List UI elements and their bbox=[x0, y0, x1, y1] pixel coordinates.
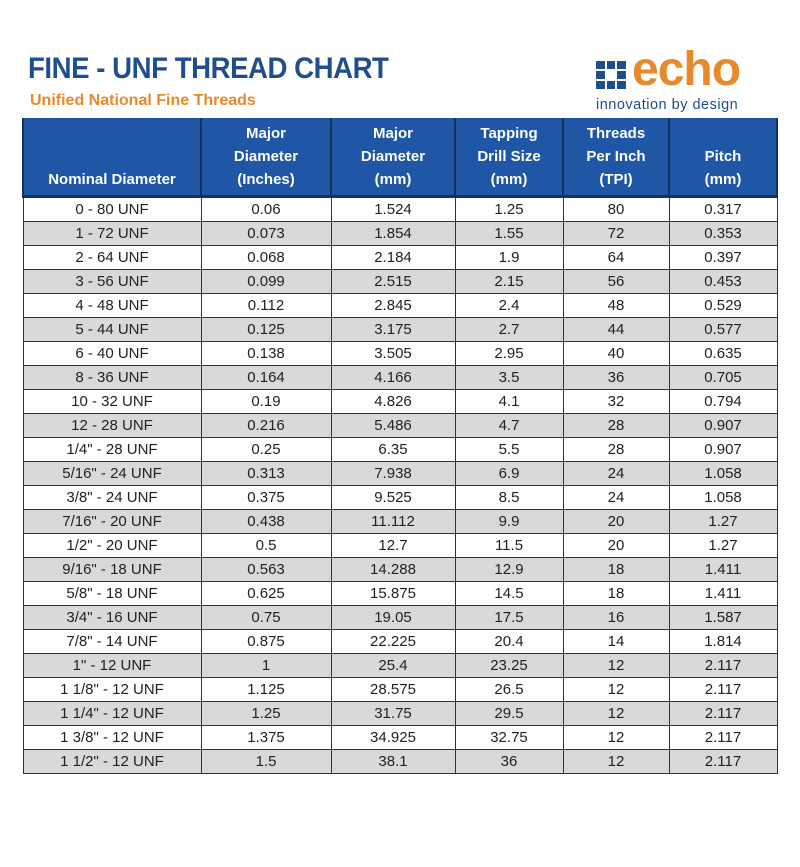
table-cell: 2.117 bbox=[669, 678, 777, 702]
table-cell: 1.25 bbox=[201, 702, 331, 726]
table-cell: 56 bbox=[563, 270, 669, 294]
table-cell: 40 bbox=[563, 342, 669, 366]
column-header-line: Per Inch bbox=[586, 148, 646, 165]
table-cell: 2.7 bbox=[455, 318, 563, 342]
column-header-line: (mm) bbox=[704, 171, 742, 188]
table-cell: 0.438 bbox=[201, 510, 331, 534]
table-row bbox=[23, 390, 777, 414]
table-cell: 0.397 bbox=[669, 246, 777, 270]
table-cell: 25.4 bbox=[331, 654, 455, 678]
table-cell: 15.875 bbox=[331, 582, 455, 606]
table-cell: 0.353 bbox=[669, 222, 777, 246]
table-cell: 12 bbox=[563, 726, 669, 750]
table-cell: 9.9 bbox=[455, 510, 563, 534]
table-row bbox=[23, 702, 777, 726]
table-cell: 11.5 bbox=[455, 534, 563, 558]
table-cell: 28.575 bbox=[331, 678, 455, 702]
column-header-line: (mm) bbox=[374, 171, 412, 188]
table-cell: 0.875 bbox=[201, 630, 331, 654]
table-cell: 1 1/4" - 12 UNF bbox=[23, 702, 201, 726]
table-cell: 34.925 bbox=[331, 726, 455, 750]
table-cell: 26.5 bbox=[455, 678, 563, 702]
table-cell: 0.216 bbox=[201, 414, 331, 438]
table-cell: 12 bbox=[563, 750, 669, 774]
table-cell: 2.4 bbox=[455, 294, 563, 318]
table-cell: 4 - 48 UNF bbox=[23, 294, 201, 318]
table-cell: 1 3/8" - 12 UNF bbox=[23, 726, 201, 750]
table-cell: 9/16" - 18 UNF bbox=[23, 558, 201, 582]
table-cell: 1 bbox=[201, 654, 331, 678]
table-row bbox=[23, 510, 777, 534]
table-cell: 0.19 bbox=[201, 390, 331, 414]
table-cell: 0.073 bbox=[201, 222, 331, 246]
table-cell: 12.7 bbox=[331, 534, 455, 558]
table-cell: 32.75 bbox=[455, 726, 563, 750]
table-cell: 6.9 bbox=[455, 462, 563, 486]
table-cell: 0.529 bbox=[669, 294, 777, 318]
table-cell: 31.75 bbox=[331, 702, 455, 726]
table-row bbox=[23, 462, 777, 486]
table-cell: 14 bbox=[563, 630, 669, 654]
table-row bbox=[23, 438, 777, 462]
logo-tagline: innovation by design bbox=[596, 97, 739, 113]
table-cell: 18 bbox=[563, 582, 669, 606]
table-cell: 24 bbox=[563, 486, 669, 510]
table-cell: 4.166 bbox=[331, 366, 455, 390]
table-cell: 2.117 bbox=[669, 702, 777, 726]
table-cell: 2 - 64 UNF bbox=[23, 246, 201, 270]
table-cell: 0.5 bbox=[201, 534, 331, 558]
table-cell: 4.826 bbox=[331, 390, 455, 414]
column-header-line: Tapping bbox=[480, 125, 538, 142]
table-cell: 5.5 bbox=[455, 438, 563, 462]
table-cell: 0.068 bbox=[201, 246, 331, 270]
table-cell: 5/8" - 18 UNF bbox=[23, 582, 201, 606]
table-row bbox=[23, 630, 777, 654]
table-row bbox=[23, 606, 777, 630]
column-header-line: (TPI) bbox=[599, 171, 633, 188]
table-row bbox=[23, 534, 777, 558]
table-row bbox=[23, 726, 777, 750]
table-cell: 0.625 bbox=[201, 582, 331, 606]
table-cell: 0.112 bbox=[201, 294, 331, 318]
table-cell: 0.125 bbox=[201, 318, 331, 342]
table-cell: 36 bbox=[563, 366, 669, 390]
table-cell: 2.845 bbox=[331, 294, 455, 318]
table-cell: 1.27 bbox=[669, 510, 777, 534]
table-cell: 12 bbox=[563, 678, 669, 702]
table-cell: 32 bbox=[563, 390, 669, 414]
table-cell: 3/4" - 16 UNF bbox=[23, 606, 201, 630]
table-cell: 1.9 bbox=[455, 246, 563, 270]
column-header bbox=[201, 118, 331, 197]
table-cell: 0.138 bbox=[201, 342, 331, 366]
table-cell: 9.525 bbox=[331, 486, 455, 510]
column-header bbox=[331, 118, 455, 197]
page-title: FINE - UNF THREAD CHART bbox=[28, 52, 389, 85]
table-row bbox=[23, 366, 777, 390]
table-cell: 38.1 bbox=[331, 750, 455, 774]
table-cell: 44 bbox=[563, 318, 669, 342]
table-cell: 3.5 bbox=[455, 366, 563, 390]
table-cell: 24 bbox=[563, 462, 669, 486]
table-row bbox=[23, 558, 777, 582]
table-cell: 18 bbox=[563, 558, 669, 582]
table-cell: 0 - 80 UNF bbox=[23, 197, 201, 222]
table-cell: 23.25 bbox=[455, 654, 563, 678]
column-header-line: Major bbox=[372, 125, 413, 142]
table-cell: 20 bbox=[563, 534, 669, 558]
table-cell: 0.317 bbox=[669, 197, 777, 222]
table-cell: 3 - 56 UNF bbox=[23, 270, 201, 294]
table-cell: 3/8" - 24 UNF bbox=[23, 486, 201, 510]
table-cell: 12 bbox=[563, 654, 669, 678]
column-header-line: Major bbox=[245, 125, 286, 142]
column-header bbox=[669, 118, 777, 197]
table-cell: 5.486 bbox=[331, 414, 455, 438]
table-cell: 16 bbox=[563, 606, 669, 630]
table-cell: 0.907 bbox=[669, 414, 777, 438]
table-cell: 1.411 bbox=[669, 582, 777, 606]
table-cell: 2.95 bbox=[455, 342, 563, 366]
echo-logo bbox=[594, 43, 774, 118]
table-cell: 1.5 bbox=[201, 750, 331, 774]
table-row bbox=[23, 270, 777, 294]
table-row bbox=[23, 246, 777, 270]
table-cell: 28 bbox=[563, 438, 669, 462]
table-cell: 1.587 bbox=[669, 606, 777, 630]
table-row bbox=[23, 294, 777, 318]
table-cell: 1.375 bbox=[201, 726, 331, 750]
table-cell: 17.5 bbox=[455, 606, 563, 630]
table-cell: 0.563 bbox=[201, 558, 331, 582]
table-cell: 1.524 bbox=[331, 197, 455, 222]
page-subtitle: Unified National Fine Threads bbox=[30, 92, 256, 109]
column-header bbox=[23, 118, 201, 197]
table-cell: 19.05 bbox=[331, 606, 455, 630]
table-cell: 1/2" - 20 UNF bbox=[23, 534, 201, 558]
table-cell: 1.55 bbox=[455, 222, 563, 246]
table-cell: 0.453 bbox=[669, 270, 777, 294]
table-cell: 1.25 bbox=[455, 197, 563, 222]
table-cell: 0.577 bbox=[669, 318, 777, 342]
table-cell: 2.184 bbox=[331, 246, 455, 270]
table-cell: 12 bbox=[563, 702, 669, 726]
table-row bbox=[23, 678, 777, 702]
table-cell: 1.854 bbox=[331, 222, 455, 246]
table-cell: 1.411 bbox=[669, 558, 777, 582]
table-cell: 0.75 bbox=[201, 606, 331, 630]
table-cell: 64 bbox=[563, 246, 669, 270]
table-cell: 0.164 bbox=[201, 366, 331, 390]
table-row bbox=[23, 414, 777, 438]
table-cell: 0.907 bbox=[669, 438, 777, 462]
table-cell: 10 - 32 UNF bbox=[23, 390, 201, 414]
table-cell: 12 - 28 UNF bbox=[23, 414, 201, 438]
logo-mark-icon bbox=[596, 61, 626, 89]
table-cell: 0.099 bbox=[201, 270, 331, 294]
table-cell: 2.117 bbox=[669, 750, 777, 774]
table-row bbox=[23, 486, 777, 510]
table-cell: 1 1/8" - 12 UNF bbox=[23, 678, 201, 702]
table-cell: 3.505 bbox=[331, 342, 455, 366]
table-cell: 12.9 bbox=[455, 558, 563, 582]
table-cell: 4.1 bbox=[455, 390, 563, 414]
column-header-line: Diameter bbox=[360, 148, 426, 165]
table-cell: 0.313 bbox=[201, 462, 331, 486]
table-cell: 8.5 bbox=[455, 486, 563, 510]
column-header-line: Nominal Diameter bbox=[48, 171, 176, 188]
table-cell: 1" - 12 UNF bbox=[23, 654, 201, 678]
table-cell: 72 bbox=[563, 222, 669, 246]
table-cell: 22.225 bbox=[331, 630, 455, 654]
thread-chart-table bbox=[22, 118, 778, 774]
column-header-line: Drill Size bbox=[477, 148, 541, 165]
table-cell: 2.15 bbox=[455, 270, 563, 294]
table-cell: 48 bbox=[563, 294, 669, 318]
table-cell: 6 - 40 UNF bbox=[23, 342, 201, 366]
table-cell: 20 bbox=[563, 510, 669, 534]
table-cell: 80 bbox=[563, 197, 669, 222]
table-cell: 1 1/2" - 12 UNF bbox=[23, 750, 201, 774]
table-cell: 29.5 bbox=[455, 702, 563, 726]
table-cell: 1.814 bbox=[669, 630, 777, 654]
table-cell: 1.058 bbox=[669, 486, 777, 510]
column-header-line: Pitch bbox=[704, 148, 742, 165]
table-cell: 1.058 bbox=[669, 462, 777, 486]
table-cell: 1.125 bbox=[201, 678, 331, 702]
table-cell: 20.4 bbox=[455, 630, 563, 654]
table-cell: 4.7 bbox=[455, 414, 563, 438]
table-cell: 2.117 bbox=[669, 654, 777, 678]
table-cell: 11.112 bbox=[331, 510, 455, 534]
table-cell: 0.25 bbox=[201, 438, 331, 462]
table-cell: 14.288 bbox=[331, 558, 455, 582]
column-header bbox=[563, 118, 669, 197]
table-row bbox=[23, 582, 777, 606]
table-cell: 36 bbox=[455, 750, 563, 774]
table-row bbox=[23, 342, 777, 366]
table-cell: 1/4" - 28 UNF bbox=[23, 438, 201, 462]
table-cell: 5/16" - 24 UNF bbox=[23, 462, 201, 486]
table-row bbox=[23, 318, 777, 342]
table-cell: 6.35 bbox=[331, 438, 455, 462]
table-cell: 7.938 bbox=[331, 462, 455, 486]
column-header-line: Diameter bbox=[233, 148, 299, 165]
table-cell: 14.5 bbox=[455, 582, 563, 606]
column-header bbox=[455, 118, 563, 197]
table-cell: 2.515 bbox=[331, 270, 455, 294]
table-row bbox=[23, 197, 777, 222]
logo-word: echo bbox=[632, 43, 741, 96]
table-cell: 0.375 bbox=[201, 486, 331, 510]
table-cell: 0.06 bbox=[201, 197, 331, 222]
table-cell: 7/8" - 14 UNF bbox=[23, 630, 201, 654]
table-header-row bbox=[23, 118, 777, 197]
column-header-line: (Inches) bbox=[237, 171, 295, 188]
table-cell: 0.794 bbox=[669, 390, 777, 414]
table-row bbox=[23, 750, 777, 774]
table-cell: 2.117 bbox=[669, 726, 777, 750]
table-cell: 5 - 44 UNF bbox=[23, 318, 201, 342]
table-cell: 1.27 bbox=[669, 534, 777, 558]
table-row bbox=[23, 654, 777, 678]
table-row bbox=[23, 222, 777, 246]
table-cell: 0.635 bbox=[669, 342, 777, 366]
table-cell: 0.705 bbox=[669, 366, 777, 390]
table-cell: 8 - 36 UNF bbox=[23, 366, 201, 390]
column-header-line: (mm) bbox=[490, 171, 528, 188]
column-header-line: Threads bbox=[586, 125, 646, 142]
table-cell: 28 bbox=[563, 414, 669, 438]
table-cell: 1 - 72 UNF bbox=[23, 222, 201, 246]
table-cell: 3.175 bbox=[331, 318, 455, 342]
table-cell: 7/16" - 20 UNF bbox=[23, 510, 201, 534]
